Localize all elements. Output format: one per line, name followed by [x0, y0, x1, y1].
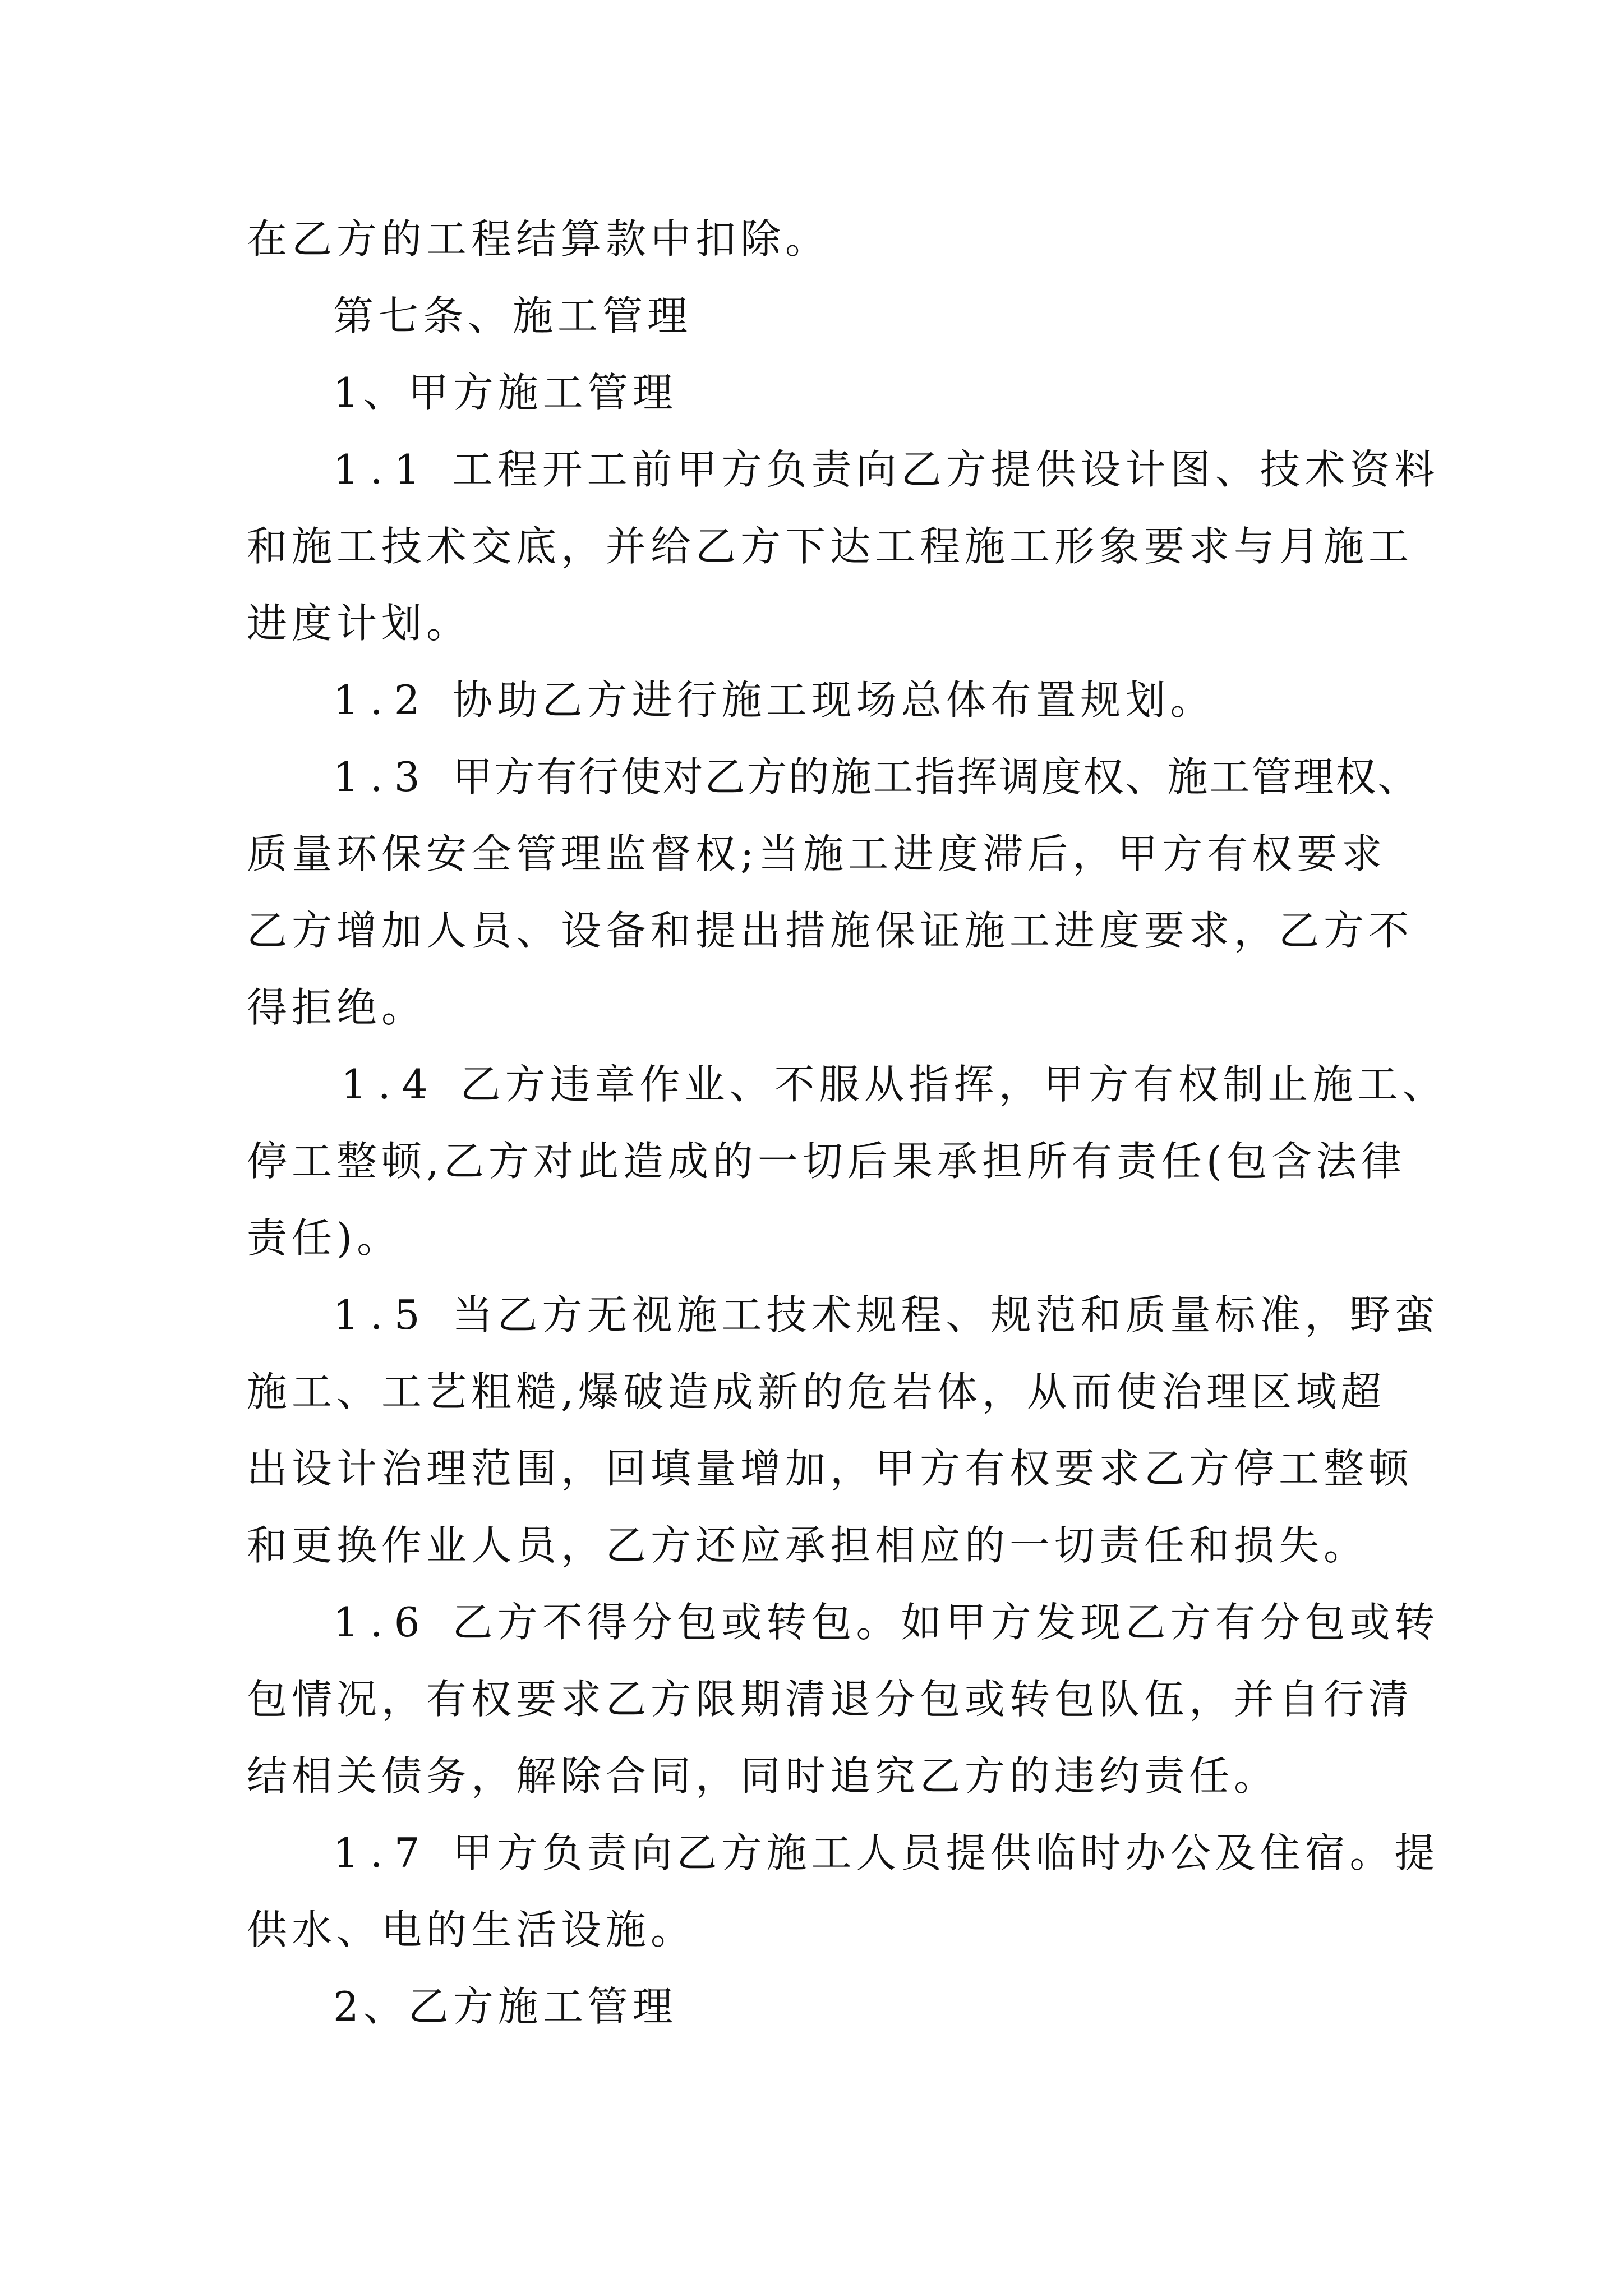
text-line: 责任)。	[247, 1214, 402, 1262]
text-line: 得拒绝。	[247, 984, 427, 1031]
text-line: 和更换作业人员，乙方还应承担相应的一切责任和损失。	[247, 1522, 1369, 1569]
text-line: 停工整顿,乙方对此造成的一切后果承担所有责任(包含法律	[247, 1138, 1406, 1185]
clause-1-4-line-1	[247, 1046, 1447, 1123]
text-line: 施工、工艺粗糙,爆破造成新的危岩体，从而使治理区域超	[247, 1368, 1386, 1415]
text-line: 出设计治理范围，回填量增加，甲方有权要求乙方停工整顿	[247, 1445, 1414, 1492]
text-line: 供水、电的生活设施。	[247, 1906, 696, 1953]
clause-number: 1.3	[333, 753, 431, 800]
text-line: 和施工技术交底，并给乙方下达工程施工形象要求与月施工	[247, 523, 1414, 570]
section-heading: 第七条、施工管理	[333, 292, 693, 339]
text-line: 包情况，有权要求乙方限期清退分包或转包队伍，并自行清	[247, 1676, 1414, 1723]
clause-number: 1.5	[333, 1291, 431, 1338]
clause-text: 工程开工前甲方负责向乙方提供设计图、技术资料	[452, 446, 1440, 493]
clause-number: 1.1	[333, 446, 431, 493]
clause-number: 1.4	[341, 1061, 439, 1108]
clause-text: 乙方违章作业、不服从指挥，甲方有权制止施工、	[460, 1061, 1447, 1108]
clause-text: 当乙方无视施工技术规程、规范和质量标准，野蛮	[452, 1291, 1440, 1338]
clause-text: 乙方不得分包或转包。如甲方发现乙方有分包或转	[452, 1599, 1440, 1646]
text-line: 质量环保安全管理监督权;当施工进度滞后，甲方有权要求	[247, 830, 1387, 877]
clause-text: 甲方有行使对乙方的施工指挥调度权、施工管理权、	[452, 753, 1420, 800]
clause-number: 1.6	[333, 1599, 431, 1646]
document-body	[247, 201, 1447, 2045]
clause-1-5-line-1	[247, 1277, 1440, 1354]
clause-number: 1.7	[333, 1829, 431, 1876]
subsection-heading: 1、甲方施工管理	[333, 369, 677, 416]
clause-number: 1.2	[333, 677, 431, 724]
text-line: 乙方增加人员、设备和提出措施保证施工进度要求，乙方不	[247, 907, 1414, 954]
clause-1-2	[247, 662, 1391, 739]
text-line: 在乙方的工程结算款中扣除。	[247, 215, 831, 263]
clause-text: 甲方负责向乙方施工人员提供临时办公及住宿。提	[452, 1829, 1440, 1876]
clause-1-1-line-1	[247, 431, 1440, 508]
subsection-heading: 2、乙方施工管理	[333, 1983, 677, 2030]
clause-1-6-line-1	[247, 1584, 1440, 1661]
clause-1-3-line-1	[247, 739, 1420, 816]
clause-1-7-line-1	[247, 1815, 1440, 1892]
text-line: 结相关债务，解除合同，同时追究乙方的违约责任。	[247, 1752, 1279, 1800]
clause-text: 协助乙方进行施工现场总体布置规划。	[452, 677, 1215, 724]
text-line: 进度计划。	[247, 600, 472, 647]
